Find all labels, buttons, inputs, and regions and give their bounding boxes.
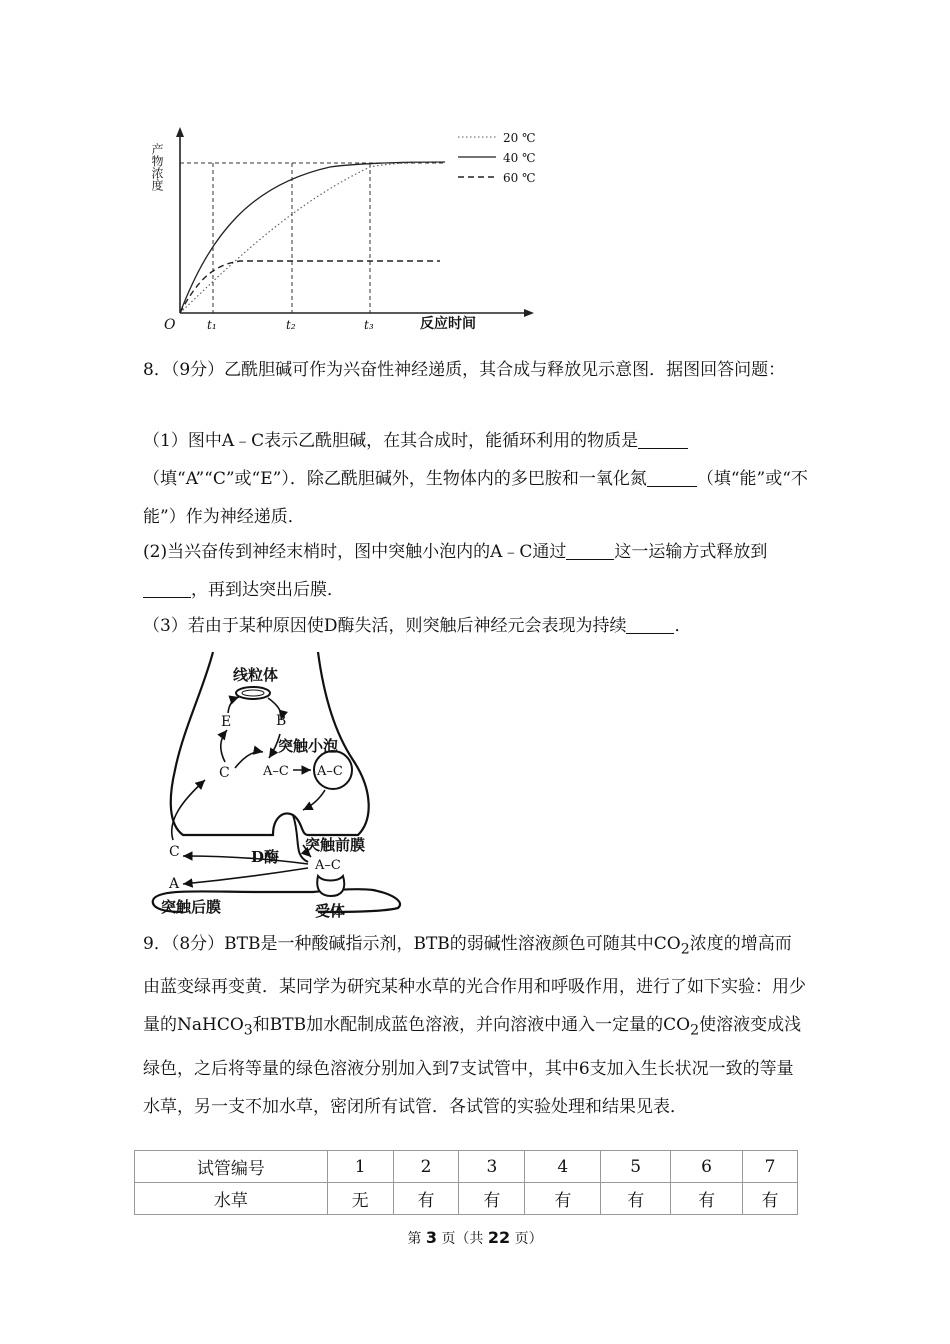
label-ac-cytoplasm: A–C — [263, 764, 289, 779]
table-cell: 有 — [459, 1183, 525, 1215]
table-cell: 试管编号 — [135, 1151, 328, 1183]
arrow-ac-to-c — [183, 856, 308, 864]
table-cell: 有 — [743, 1183, 798, 1215]
origin-label: O — [164, 317, 176, 333]
legend-20c: 20 ℃ — [503, 131, 536, 145]
table-cell: 1 — [327, 1151, 393, 1183]
arrow-vesicle-to-release — [303, 790, 325, 810]
arrow-c-reuptake — [172, 780, 205, 840]
synapse-diagram — [143, 650, 413, 920]
table-row — [135, 1151, 798, 1183]
y-axis-label: 产物浓度 — [150, 143, 164, 191]
answer-blank — [143, 579, 191, 598]
legend-60c: 60 ℃ — [503, 171, 536, 185]
x-axis-label: 反应时间 — [420, 316, 476, 332]
footer-suffix: 页） — [514, 1231, 543, 1247]
q8-part2-text-b: 这一运输方式释放到 — [614, 542, 768, 562]
label-b: B — [276, 713, 287, 729]
table-cell: 6 — [671, 1151, 743, 1183]
page-footer — [0, 1228, 950, 1248]
tick-t3: t₃ — [364, 318, 374, 332]
nahco3-subscript: 3 — [243, 1022, 253, 1039]
footer-total-pages: 22 — [487, 1228, 511, 1247]
q9-text-c: 和BTB加水配制成蓝色溶液，并向溶液中通入一定量的CO — [252, 1015, 691, 1036]
receptor-shape — [317, 876, 344, 896]
arrow-e-to-mito — [228, 697, 239, 713]
label-ac-cleft: A–C — [315, 858, 341, 873]
q8-part2-text-a: (2)当兴奋传到神经末梢时，图中突触小泡内的A﹣C通过 — [143, 542, 567, 562]
answer-blank — [566, 541, 614, 560]
arrow-c-to-e — [221, 730, 227, 762]
table-cell: 5 — [601, 1151, 671, 1183]
label-ac-vesicle: A–C — [317, 764, 343, 779]
table-cell: 水草 — [135, 1183, 328, 1215]
curve-40c — [180, 162, 445, 313]
footer-page-number: 3 — [425, 1228, 437, 1247]
table-cell: 有 — [601, 1183, 671, 1215]
tick-t2: t₂ — [286, 318, 296, 332]
table-cell: 有 — [525, 1183, 601, 1215]
q8-part1 — [143, 422, 808, 536]
table-cell: 3 — [459, 1151, 525, 1183]
mitochondrion-inner — [242, 690, 264, 696]
label-c-upper: C — [219, 765, 230, 781]
table-cell: 7 — [743, 1151, 798, 1183]
footer-middle: 页（共 — [441, 1231, 484, 1247]
label-a: A — [169, 876, 180, 892]
q8-part1-text-b: （填“A”“C”或“E”）．除乙酰胆碱外，生物体内的多巴胺和一氧化氮 — [143, 469, 647, 489]
mitochondrion — [236, 687, 270, 699]
label-c-lower: C — [169, 844, 180, 860]
q8-stem: 8．（9分）乙酰胆碱可作为兴奋性神经递质，其合成与释放见示意图．据图回答问题： — [143, 360, 786, 380]
label-d-enzyme: D酶 — [251, 848, 280, 866]
q9-text-d: 使溶液变成浅绿色，之后将等量的绿色溶液分别加入到7支试管中，其中6支加入生长状况一致的等量水草，另一支不加水草，密闭所有试管．各试管的实验处理和结果见表． — [143, 1015, 802, 1117]
table-cell: 2 — [393, 1151, 459, 1183]
q8-part2 — [143, 533, 808, 609]
q8-part3-text-b: ． — [674, 616, 692, 636]
q9-stem — [143, 925, 808, 1126]
q8-part3 — [143, 607, 808, 645]
arrow-c-to-ac — [235, 752, 263, 768]
answer-blank — [626, 615, 674, 634]
label-receptor: 受体 — [315, 902, 346, 920]
legend-40c: 40 ℃ — [503, 151, 536, 165]
co2-subscript: 2 — [690, 1022, 700, 1039]
curve-60c — [180, 261, 440, 313]
q8-part1-text-c: （填“能”或“不能”）作为神经递质． — [143, 469, 808, 527]
arrow-ac-to-a — [183, 868, 308, 884]
table-row — [135, 1183, 798, 1215]
experiment-table — [134, 1150, 798, 1215]
y-axis-arrow — [176, 127, 184, 137]
label-presynaptic: 突触前膜 — [305, 836, 366, 854]
enzyme-activity-graph — [140, 125, 560, 335]
tick-t1: t₁ — [207, 318, 217, 332]
footer-prefix: 第 — [407, 1231, 422, 1247]
table-cell: 有 — [393, 1183, 459, 1215]
label-mitochondrion: 线粒体 — [233, 666, 279, 684]
table-cell: 无 — [327, 1183, 393, 1215]
co2-subscript: 2 — [680, 941, 690, 958]
q9-text-a: 9．（8分）BTB是一种酸碱指示剂，BTB的弱碱性溶液颜色可随其中CO — [143, 934, 681, 954]
q9-text-b: 浓度的增高而由蓝变绿再变黄．某同学为研究某种水草的光合作用和呼吸作用，进行了如下实验：用少量的NaHCO — [143, 934, 806, 1036]
q8-part1-text-a: （1）图中A﹣C表示乙酰胆碱，在其合成时，能循环利用的物质是 — [143, 431, 639, 451]
label-vesicle: 突触小泡 — [278, 737, 339, 755]
label-postsynaptic: 突触后膜 — [161, 898, 222, 916]
table-cell: 4 — [525, 1151, 601, 1183]
answer-blank — [647, 468, 697, 487]
q8-part2-text-c: ，再到达突出后膜． — [191, 580, 344, 600]
label-e: E — [221, 714, 232, 730]
x-axis-arrow — [524, 309, 534, 317]
table-cell: 有 — [671, 1183, 743, 1215]
q8-part3-text-a: （3）若由于某种原因使D酶失活，则突触后神经元会表现为持续 — [143, 616, 627, 636]
answer-blank — [638, 430, 688, 449]
